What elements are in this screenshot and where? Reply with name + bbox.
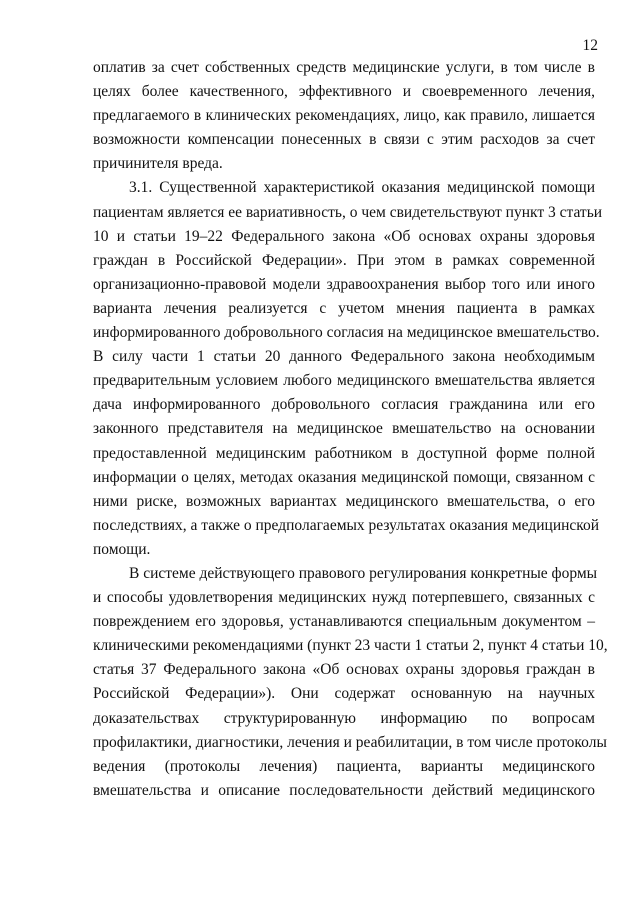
text-line: граждан в Российской Федерации». При этом в рамках современной	[93, 251, 595, 269]
text-line: варианта лечения реализуется с учетом мнения пациента в рамках	[93, 299, 595, 317]
text-line: 3.1. Существенной характеристикой оказания медицинской помощи	[129, 179, 595, 197]
text-line: статья 37 Федерального закона «Об основах охраны здоровья граждан в	[93, 661, 595, 679]
text-line: профилактики, диагностики, лечения и реабилитации, в том числе протоколы	[93, 733, 607, 751]
text-line: причинителя вреда.	[93, 155, 223, 173]
text-line: доказательствах структурированную информацию по вопросам	[93, 709, 595, 727]
text-line: законного представителя на медицинское вмешательство на основании	[93, 420, 595, 438]
text-line: информации о целях, методах оказания медицинской помощи, связанном с	[93, 468, 595, 486]
page-number: 12	[582, 37, 598, 54]
text-line: возможности компенсации понесенных в связи с этим расходов за счет	[93, 131, 595, 149]
text-line: клиническими рекомендациями (пункт 23 части 1 статьи 2, пункт 4 статьи 10,	[93, 637, 608, 655]
text-line: вмешательства и описание последовательности действий медицинского	[93, 781, 595, 799]
text-line: помощи.	[93, 540, 151, 558]
text-line: дача информированного добровольного согласия гражданина или его	[93, 396, 595, 414]
paragraph	[93, 176, 603, 562]
paragraph	[93, 562, 608, 803]
text-line: последствиях, а также о предполагаемых результатах оказания медицинской	[93, 516, 600, 534]
text-line: ними риске, возможных вариантах медицинского вмешательства, о его	[93, 492, 595, 510]
text-line: оплатив за счет собственных средств медицинские услуги, в том числе в	[93, 59, 595, 76]
body-text	[93, 56, 608, 803]
text-line: информированного добровольного согласия на медицинское вмешательство.	[93, 324, 600, 342]
text-line: целях более качественного, эффективного и своевременного лечения,	[93, 83, 595, 101]
paragraph	[93, 56, 595, 176]
text-line: В системе действующего правового регулирования конкретные формы	[129, 564, 598, 582]
text-line: предварительным условием любого медицинского вмешательства является	[93, 372, 595, 390]
text-line: пациентам является ее вариативность, о чем свидетельствуют пункт 3 статьи	[93, 203, 603, 221]
text-line: предоставленной медицинским работником в доступной форме полной	[93, 444, 595, 462]
text-line: организационно-правовой модели здравоохранения выбор того или иного	[93, 275, 595, 293]
text-line: 10 и статьи 19–22 Федерального закона «Об основах охраны здоровья	[93, 227, 595, 245]
text-line: и способы удовлетворения медицинских нужд потерпевшего, связанных с	[93, 589, 595, 607]
text-line: В силу части 1 статьи 20 данного Федерального закона необходимым	[93, 348, 595, 366]
text-line: повреждением его здоровья, устанавливаются специальным документом –	[93, 613, 595, 631]
text-line: Российской Федерации»). Они содержат основанную на научных	[93, 685, 595, 703]
text-line: предлагаемого в клинических рекомендациях, лицо, как правило, лишается	[93, 107, 595, 125]
text-line: ведения (протоколы лечения) пациента, варианты медицинского	[93, 757, 595, 775]
